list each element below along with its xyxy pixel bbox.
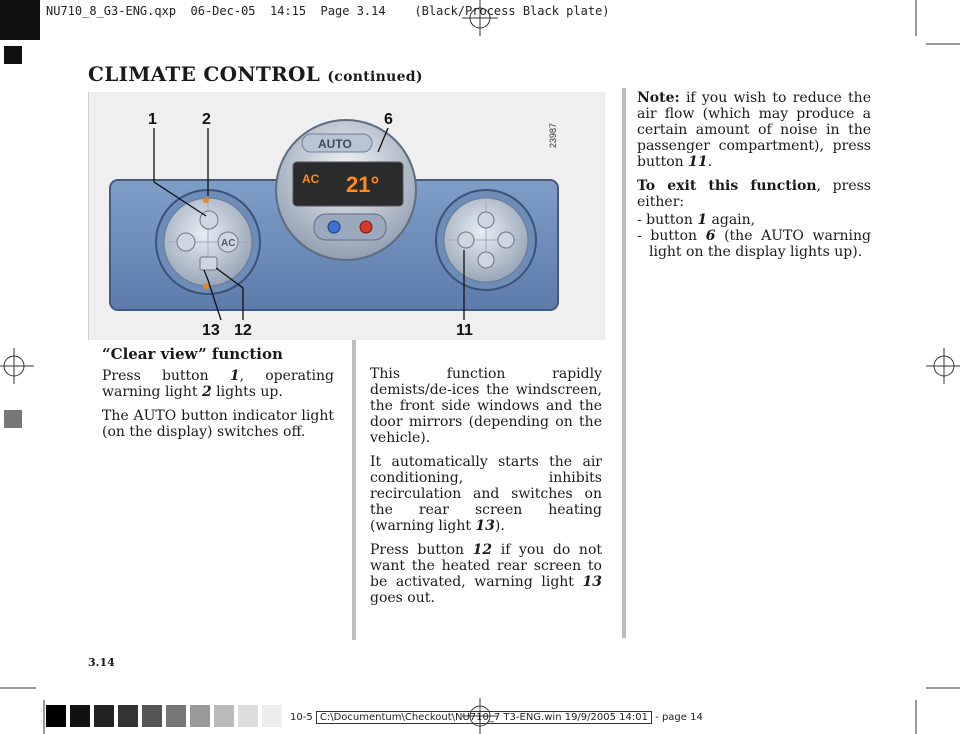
section-heading: “Clear view” function	[102, 345, 283, 363]
page-title	[88, 62, 423, 86]
fan-icon-button	[498, 232, 514, 248]
exit-item-2: - button 6 (the AUTO warning light on the display lights up).	[637, 228, 871, 260]
callout-13: 13	[202, 322, 220, 339]
callout-12: 12	[234, 322, 252, 339]
callout-6: 6	[384, 111, 393, 128]
title-main: CLIMATE CONTROL	[88, 62, 321, 86]
warning-light-13	[203, 283, 209, 289]
column-rule-middle	[352, 340, 356, 640]
rear-screen-button	[200, 257, 217, 270]
right-control-knob	[436, 190, 536, 290]
red-button	[360, 221, 372, 233]
climate-control-figure	[88, 92, 604, 342]
air-distribution-down-button	[478, 252, 494, 268]
middle-paragraph-1: This function rapidly demists/de-ices the windscreen, the front side windows and the door mirrors (depending on the vehicle).	[370, 366, 602, 446]
auto-button-label: AUTO	[318, 137, 352, 151]
note-paragraph: Note: if you wish to reduce the air flow (which may produce a certain amount of noise in the passenger compartment), press button 11.	[637, 90, 871, 170]
blue-button	[328, 221, 340, 233]
center-display-unit	[276, 120, 416, 260]
fan-speed-button	[458, 232, 474, 248]
right-column	[637, 90, 871, 260]
warning-light-2	[203, 197, 209, 203]
callout-1: 1	[148, 111, 157, 128]
recirculation-button	[177, 233, 195, 251]
middle-paragraph-2: It automatically starts the air conditioning, inhibits recirculation and switches on the rear screen heating (warning light 13).	[370, 454, 602, 534]
air-distribution-up-button	[478, 212, 494, 228]
lcd-ac: AC	[302, 172, 320, 186]
page-number: 3.14	[88, 656, 115, 669]
figure-ref-code: 23987	[548, 122, 558, 148]
callout-2: 2	[202, 111, 211, 128]
title-suffix: (continued)	[327, 69, 423, 85]
middle-paragraph-3: Press button 12 if you do not want the heated rear screen to be activated, warning light 13 goes out.	[370, 542, 602, 606]
lcd-temp: 21°	[346, 172, 380, 197]
middle-column	[370, 366, 602, 614]
print-slug: NU710_8_G3-ENG.qxp 06-Dec-05 14:15 Page 3.14 (Black/Process Black plate)	[46, 4, 610, 18]
left-paragraph-2: The AUTO button indicator light (on the display) switches off.	[102, 408, 334, 440]
left-paragraph-1: Press button 1, operating warning light 2 lights up.	[102, 368, 334, 400]
left-column	[102, 346, 334, 448]
exit-item-1: - button 1 again,	[637, 212, 756, 228]
ac-button-label: AC	[221, 238, 236, 249]
callout-11: 11	[456, 322, 473, 339]
column-rule-right	[622, 88, 626, 638]
print-footer: 10-5 C:\Documentum\Checkout\NU710_7 T3-ENG.win 19/9/2005 14:01 - page 14	[290, 712, 703, 723]
exit-paragraph: To exit this function, press either:	[637, 178, 871, 210]
